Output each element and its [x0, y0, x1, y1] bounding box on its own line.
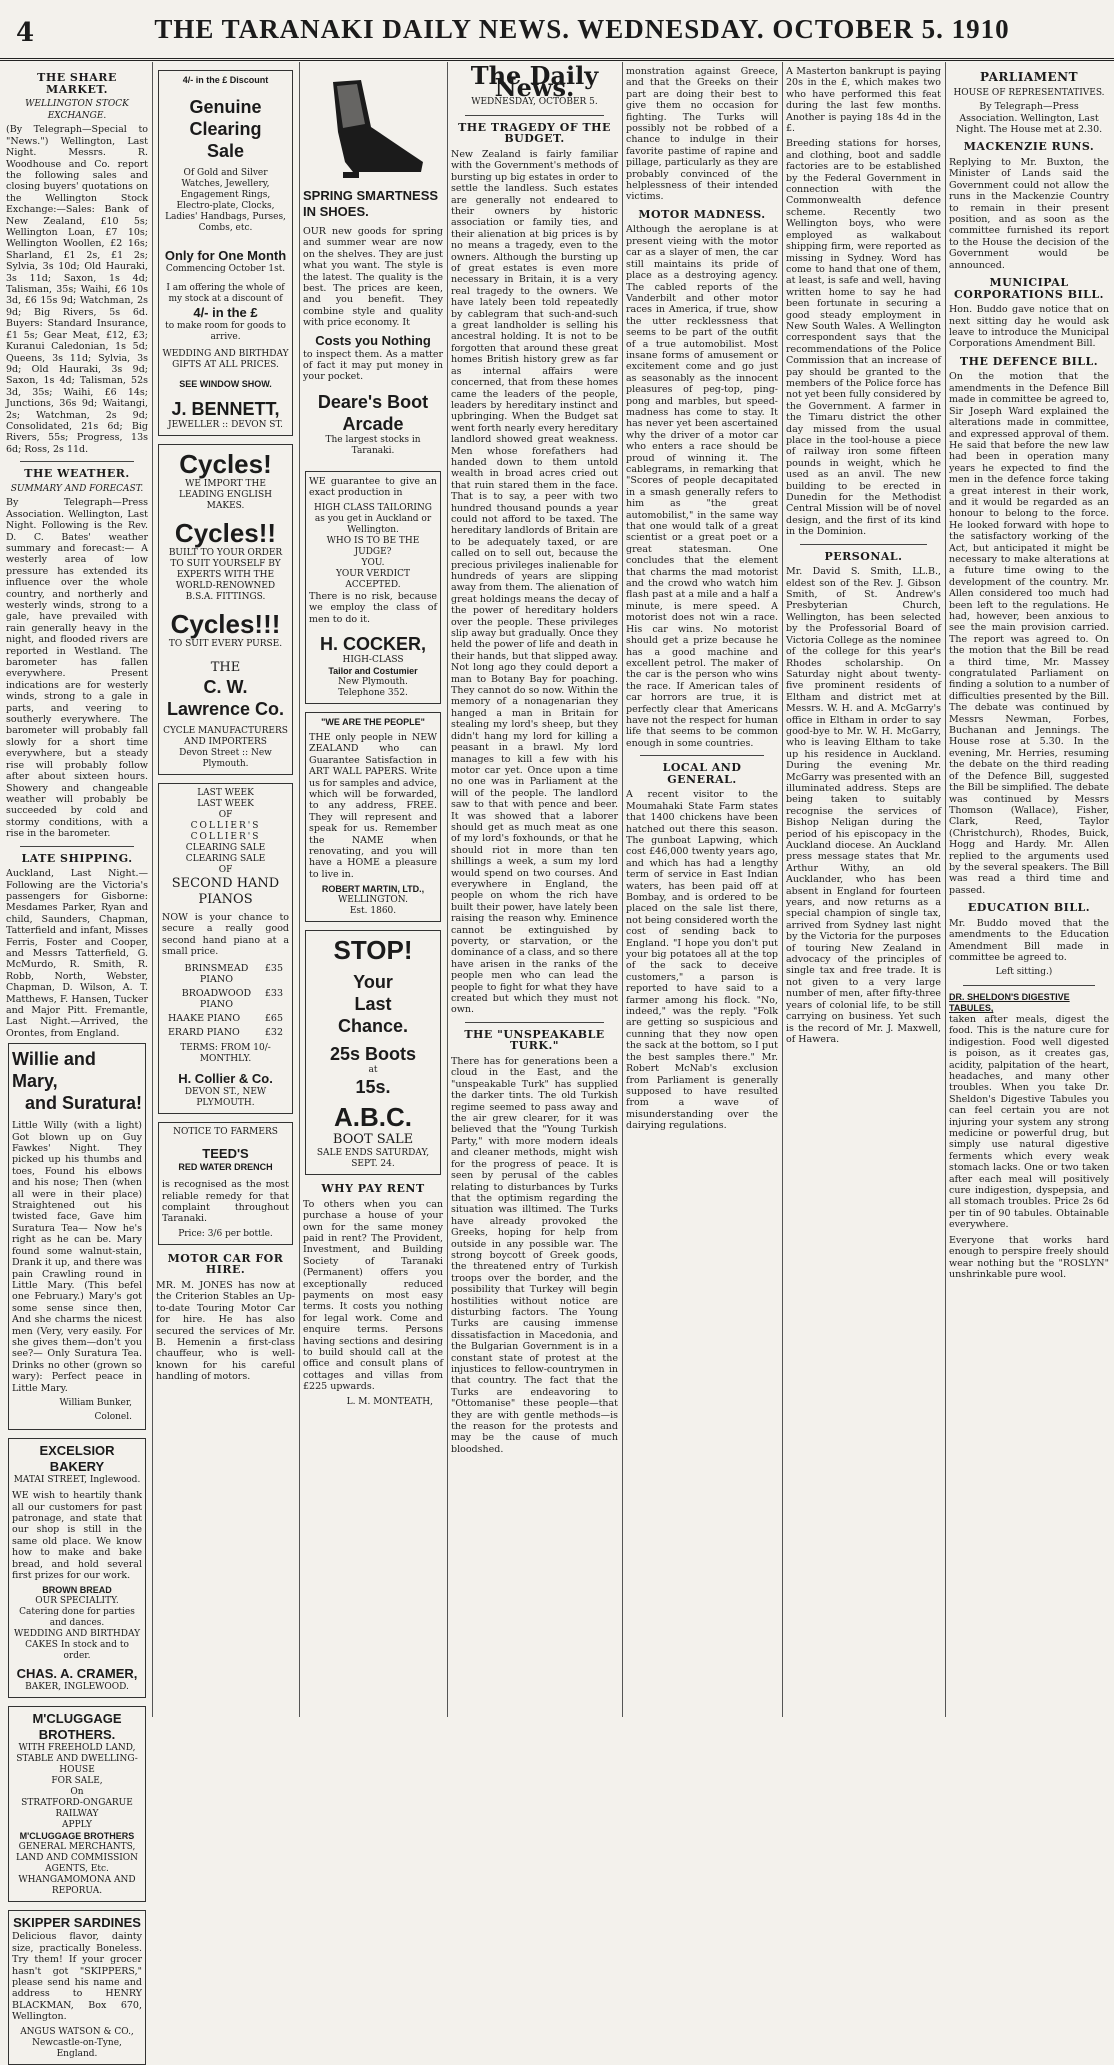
share-market-heading: THE SHARE MARKET.	[37, 71, 117, 96]
education-sitting: Left sitting.)	[995, 967, 1053, 978]
skipper-ad	[8, 1910, 146, 2064]
separator	[800, 544, 927, 545]
bennett-ad	[158, 70, 293, 436]
cycles-line8: C. W. Lawrence Co.	[166, 677, 285, 719]
mccluggage-heading-2: M'CLUGGAGE BROTHERS	[19, 1831, 135, 1842]
people-firm-2: WELLINGTON.	[338, 895, 408, 906]
education-heading: EDUCATION BILL.	[967, 901, 1091, 915]
cocker-line1: HIGH CLASS TAILORING	[313, 502, 432, 513]
nameplate: The Daily News.	[470, 61, 599, 102]
rent-body: To others when you can purchase a house of your own for the same money paid in rent? The Provident, Investment, and Building Society of Taranaki (Permanent) offers you exceptionally reduced payments on most easy terms. It costs you nothing for legal work. Come and enquire terms. Persons having sections and desiring to build should call at the office and consult plans of cottages and villas from £225 upwards.	[303, 1198, 443, 1393]
bakery-line4: WEDDING AND BIRTHDAY CAKES In stock and to order.	[13, 1629, 141, 1662]
skipper-heading: SKIPPER SARDINES	[13, 1915, 141, 1931]
abc-line1: STOP!	[333, 935, 413, 966]
cocker-line8: Tailor and Costumier	[328, 665, 418, 676]
collier-ad	[158, 783, 293, 1114]
sheldon-heading: DR. SHELDON'S DIGESTIVE TABULES,	[949, 991, 1070, 1013]
signature-title: Colonel.	[94, 1411, 132, 1422]
bakery-owner: CHAS. A. CRAMER,	[16, 1666, 138, 1682]
abc-line3: Last	[354, 994, 392, 1015]
parliament-dateline: By Telegraph—Press Association. Wellington, Last Night. The House met at 2.30.	[955, 101, 1103, 135]
piano-row	[162, 1026, 289, 1040]
colliers-line3: OF	[218, 810, 233, 820]
column-7	[949, 66, 1109, 1716]
cycles-line6: TO SUIT EVERY PURSE.	[168, 639, 283, 649]
rent-signature: L. M. MONTEATH,	[346, 1396, 433, 1407]
abc-line9: BOOT SALE	[332, 1132, 414, 1148]
column-5	[626, 66, 778, 1716]
colliers-line4: COLLIER'S	[190, 821, 261, 831]
edition-date: WEDNESDAY, OCTOBER 5.	[471, 97, 598, 108]
cocker-ad	[305, 471, 441, 704]
people-est: Est. 1860.	[349, 906, 397, 917]
abc-line6: at	[368, 1065, 378, 1076]
shoes-body: OUR new goods for spring and summer wear are now on the shelves. They are just what you want. The style is the latest. The quality is the best. The prices are keen, and you benefit. They combine style and quality with price economy. It	[303, 226, 443, 329]
cycles-line3: Cycles!!	[174, 518, 277, 548]
column-6	[786, 66, 941, 1716]
abc-line10: SALE ENDS SATURDAY, SEPT. 24.	[316, 1148, 430, 1170]
cocker-line2: as you get in Auckland or Wellington.	[314, 513, 432, 535]
cycles-line7: THE	[210, 660, 241, 675]
separator	[20, 461, 134, 462]
turks-heading: THE "UNSPEAKABLE TURK."	[464, 1027, 605, 1053]
defence-heading: THE DEFENCE BILL.	[959, 354, 1099, 368]
bakery-heading: EXCELSIOR BAKERY	[39, 1443, 115, 1475]
column-rule	[152, 62, 153, 1717]
piano-price: £35	[264, 962, 283, 974]
education-body: Mr. Buddo moved that the amendments to the Education Amendment Bill made in committee be agreed to.	[949, 917, 1109, 963]
municipal-heading: MUNICIPAL CORPORATIONS BILL.	[954, 276, 1104, 301]
mccluggage-line6: APPLY	[62, 1820, 92, 1831]
shoes-body-2: to inspect them. As a matter of fact it may put money in your pocket.	[303, 348, 443, 383]
piano-price: £65	[264, 1013, 283, 1024]
shoes-line2: IN SHOES.	[303, 204, 369, 219]
piano-price: £32	[264, 1026, 283, 1038]
colliers-line9: SECOND HAND	[171, 876, 280, 891]
piano-name: BROADWOOD PIANO	[181, 987, 252, 1011]
mccluggage-line8: WHANGAMOMONA AND REPORUA.	[18, 1875, 136, 1897]
cycles-line4: BUILT TO YOUR ORDER TO SUIT YOURSELF BY EXPERTS WITH THE WORLD-RENOWNED B.S.A. FITTINGS.	[168, 548, 283, 602]
discount-line5: Only for One Month	[164, 248, 287, 263]
column-rule	[782, 62, 783, 1717]
shoes-line5: Arcade	[342, 413, 404, 434]
mccluggage-heading: M'CLUGGAGE BROTHERS.	[32, 1711, 122, 1743]
willie-mary-ad	[8, 1043, 146, 1430]
weather-sub: SUMMARY AND FORECAST.	[10, 483, 144, 494]
bakery-line1: BROWN BREAD	[42, 1585, 112, 1596]
cocker-line4: YOU.	[361, 557, 385, 568]
discount-line6: Commencing October 1st.	[165, 264, 286, 274]
shipping-body: Auckland, Last Night.—Following are the Victoria's passengers for Gisborne: Mesdames Parker, Ryan and child, Saunders, Chapman, Tatterfield and infant, Misses Ferris, Foster and Cooper, and Messrs Tatterfield, G. McMurdo, R. Smith, R. Robb, North, Webster, Chapman, D. Wilson, A. T. Matthews, F. Hansen, Tucker and Major Pitt. Fremantle, Last Night.—Arrived, the Orontes, from England.	[6, 868, 148, 1039]
cocker-line9: New Plymouth.	[338, 676, 408, 687]
discount-line8: 4/- in the £	[193, 305, 258, 320]
colliers-line6: CLEARING SALE	[185, 843, 266, 853]
mccluggage-line3: FOR SALE,	[51, 1776, 103, 1787]
abc-line2: Your	[353, 972, 393, 993]
cycles-line1: Cycles!	[179, 449, 272, 479]
column-3	[303, 66, 443, 1716]
colliers-line8: OF	[218, 865, 233, 875]
separator	[963, 985, 1095, 986]
share-market-body: (By Telegraph—Special to "News.") Wellington, Last Night. Messrs. R. Woodhouse and Co. report the following sales and closing buyers' quotations on the Wellington Stock Exchange:—Sales: Bank of New Zealand, £10 5s; Wellington Loan, £7 10s; Wellington Woollen, £2 16s; Sharland, £1 2s, £1 2s; Sylvia, 3s 10d; Old Hauraki, 3s 11d; Saxon, 1s 4d; Talisman, 35s; Waihi, £6 10s 3d, £6 15s 9d; Watchman, 2s 9d; Big Rivers, 5s 6d. Buyers: Standard Insurance, £1 5s; Gear Meat, £12, £3; Kuranui Caledonian, 1s 5d; Queens, 3s 11d; Sylvia, 3s 9d; Old Hauraki, 3s 9d; Saxon, 1s 4d; Talisman, 52s 3d, 35s; Waihi, £6 14s; Junctions, 36s 9d; Waitangi, 2s; Watchman, 2s 9d; Consolidated, 21s 6d; Big Rivers, 55s; Progress, 13s 6d; Ross, 2s 11d.	[6, 124, 148, 455]
mccluggage-line1: WITH FREEHOLD LAND,	[18, 1743, 136, 1754]
discount-line1: 4/- in the £ Discount	[182, 75, 269, 85]
piano-row	[162, 962, 289, 987]
motor-hire-body: MR. M. JONES has now at the Criterion Stables an Up-to-date Touring Motor Car for hire. He has also secured the services of Mr. B. Hemenin a first-class chauffeur, who is well-known for his careful handling of motors.	[156, 1280, 295, 1383]
shoe-illustration-icon	[313, 72, 433, 182]
column-rule	[447, 62, 448, 1717]
cocker-line7: HIGH-CLASS	[342, 654, 404, 665]
people-heading: "WE ARE THE PEOPLE"	[321, 716, 425, 727]
local-continued-body: Breeding stations for horses, and clothing, boot and saddle factories are to be established by the Federal Government in connection with the Commonwealth defence scheme. Recently two Wellington boys, who were employed as walkabout shipping firm, were reported as missing in Sydney. Word has come to hand that one of them, at least, is safe and well, having written home to say he had been fortunate in securing a good steady employment in New South Wales. A Wellington correspondent says that the recommendations of the Police Commission that an increase of pay should be granted to the members of the Police force has not yet been fully considered by the Government. A farmer in the Timaru district the other day missed from the usual place in the tool-house a piece of railway iron some fifteen pounds in weight, which he used as an anvil. The new building to be erected in Dunedin for the Methodist Central Mission will be of novel design, and the first of its kind in the Dominion.	[786, 138, 941, 538]
discount-line3: Sale	[206, 141, 245, 161]
parliament-sub: HOUSE OF REPRESENTATIVES.	[953, 87, 1105, 98]
page-number: 4	[16, 18, 35, 48]
motor-madness-body: Although the aeroplane is at present vieing with the motor car as a slayer of men, the car still maintains its pride of place as a destroying agency. The cabled reports of the Vanderbilt and other motor races in America, if true, show the utter recklessness that seems to be part of the outfit of a true automobilist. Most insane forms of amusement or excitement come and go just as seasonably as the innocent pleasures of peg-top, ping-pong and marbles, but speed-madness has come to stay. It has never yet been ascertained why the driver of a motor car who enters a race should be proud of winning it. The cablegrams, in remarking that "Scores of people decapitated in a smash generally refers to him as "the great automobilist," in the same way that one would talk of a great scientist or a great poet or a great statesman. One concludes that the element that charms the mad motorist and the crowd who watch him flash past at a mile and a half a minute, is mere speed. A motorist does not win a race. His car wins. No motorist should get a prize because he has a good machine and excellent petrol. The maker of the car is the person who wins the race. If American tales of car horrors are true, it is perfectly clear that Americans have not the respect for human life that seems to be common enough in some countries.	[626, 224, 778, 749]
local-continued: A Masterton bankrupt is paying 20s in the £, which makes two who have performed this feat during the last few months. Another is paying 18s 4d in the £.	[786, 66, 941, 135]
abc-boot-ad	[305, 930, 441, 1175]
mccluggage-line5: STRATFORD-ONGARUE RAILWAY	[21, 1798, 133, 1820]
local-general-body: A recent visitor to the Moumahaki State Farm states that 1400 chickens have been hatched out there this season. The gunboat Lapwing, which cost £46,000 twenty years ago, and which has had a lengthy term of service in East Indian waters, has been paid off at Bombay, and is ordered to be placed on the sale list there, not being considered worth the cost of sending back to England. "I hope you don't put your big potatoes all at the top of the sack to deceive customers," a parson is reported to have said to a farmer among his flock. "No, indeed," was the reply. "Folk are getting so suspicious and cunning that they now open the sack at the bottom, so I put the best samples there." Mr. Robert McNab's exclusion from Parliament is generally supposed to have resulted from a wave of misunderstanding over the dairying regulations.	[626, 789, 778, 1132]
separator	[465, 1022, 604, 1023]
mccluggage-line4: On	[70, 1787, 84, 1798]
colliers-terms: TERMS: FROM 10/- MONTHLY.	[180, 1043, 271, 1065]
people-body: THE only people in NEW ZEALAND who can Guarantee Satisfaction in ART WALL PAPERS. Write us for samples and advice, which will be forwarded, to any address, FREE. They will represent and speak for us. Remember the NAME when renovating, and you will have a HOME a pleasure to live in.	[309, 731, 437, 880]
abc-line5: 25s Boots	[329, 1044, 417, 1065]
abc-line7: 15s.	[355, 1077, 391, 1098]
cycles-line10: Devon Street :: New Plymouth.	[179, 748, 272, 769]
discount-line11: SEE WINDOW SHOW.	[179, 379, 272, 389]
discount-line4: Of Gold and Silver Watches, Jewellery, Engagement Rings, Electro-plate, Clocks, Ladies' Handbags, Purses, Combs, etc.	[165, 168, 286, 233]
colliers-firm: H. Collier & Co.	[178, 1071, 273, 1087]
bakery-address: MATAI STREET, Inglewood.	[13, 1475, 141, 1486]
column-rule	[299, 62, 300, 1717]
piano-name: ERARD PIANO	[168, 1026, 240, 1038]
piano-price-list	[162, 962, 289, 1040]
mccluggage-ad	[8, 1706, 146, 1902]
column-rule	[945, 62, 946, 1717]
piano-row	[162, 987, 289, 1012]
column-rule	[622, 62, 623, 1717]
discount-line9: to make room for goods to arrive.	[165, 321, 286, 342]
discount-line2: Genuine Clearing	[189, 97, 262, 139]
cocker-line3: WHO IS TO BE THE JUDGE?	[326, 535, 420, 557]
masthead	[0, 0, 1114, 61]
colliers-line2: LAST WEEK	[197, 799, 254, 809]
teeds-body: is recognised as the most reliable remedy for that complaint throughout Taranaki.	[162, 1179, 289, 1225]
budget-heading: THE TRAGEDY OF THE BUDGET.	[458, 120, 611, 146]
cocker-body: WE guarantee to give an exact production in	[309, 475, 437, 499]
colliers-address: DEVON ST., NEW PLYMOUTH.	[184, 1087, 267, 1109]
mccluggage-line7: GENERAL MERCHANTS, LAND AND COMMISSION AGENTS, Etc.	[15, 1842, 139, 1875]
colliers-body: NOW is your chance to secure a really good second hand piano at a small price.	[162, 912, 289, 958]
willie-mary-poem: Little Willy (with a light) Got blown up on Guy Fawkes' Night. They picked up his thumbs and toes, Found his elbows and his nose; Then (when all were in their place) Straightened out his twisted face, Gave him Suratura Tea— Now he's right as he can be. Mary found some walnut-stain, Drank it up, and there was pain Crawling round in Little Mary. (This befel one February.) Mary's got some sense since then, And she charms the nicest men (Very, very easily. For she gives them—don't you see?— Only Suratura Tea. Drinks no other (grown so wary): Perfect peace in Little Mary.	[12, 1120, 142, 1394]
newspaper-title: THE TARANAKI DAILY NEWS. WEDNESDAY. OCTOBER 5. 1910	[154, 14, 1010, 44]
willie-mary-title: Willie and Mary,	[12, 1049, 96, 1092]
cocker-line10: Telephone 352.	[338, 687, 408, 698]
weather-heading: THE WEATHER.	[24, 467, 130, 481]
skipper-body: Delicious flavor, dainty size, practically Boneless. Try them! If your grocer hasn't got "SKIPPERS," please send his name and address to HENRY BLACKMAN, Box 670, Wellington.	[12, 1931, 142, 2023]
cycles-line5: Cycles!!!	[170, 609, 281, 639]
abc-line4: Chance.	[337, 1016, 409, 1037]
teeds-line1: NOTICE TO FARMERS	[173, 1127, 278, 1138]
teeds-ad	[158, 1122, 293, 1245]
motor-madness-heading: MOTOR MADNESS.	[638, 207, 766, 221]
people-firm: ROBERT MARTIN, LTD.,	[321, 884, 425, 895]
cocker-line5: YOUR VERDICT ACCEPTED.	[335, 568, 411, 590]
column-2	[156, 66, 295, 1716]
piano-name: HAAKE PIANO	[168, 1013, 241, 1024]
share-market-sub: WELLINGTON STOCK EXCHANGE.	[25, 99, 129, 121]
shoes-line3: Costs you Nothing	[315, 332, 431, 348]
colliers-line7: CLEARING SALE	[185, 854, 266, 864]
piano-price: £33	[264, 987, 283, 999]
rent-heading: WHY PAY RENT	[321, 1182, 425, 1196]
cycles-line9: CYCLE MANUFACTURERS AND IMPORTERS	[163, 726, 288, 747]
skipper-footer: ANGUS WATSON & CO., Newcastle-on-Tyne, England.	[20, 2026, 134, 2059]
discount-line12: J. BENNETT,	[171, 399, 280, 419]
mackenzie-heading: MACKENZIE RUNS.	[963, 140, 1095, 154]
column-1	[6, 66, 148, 2059]
personal-body: Mr. David S. Smith, LL.B., eldest son of the Rev. J. Gibson Smith, of St. Andrew's Presbyterian Church, Wellington, has been selected by the Professorial Board of Victoria College as the nominee of the college for this year's Rhodes scholarship. On Saturday night about twenty-five prominent residents of Eltham and district met at Messrs. W. H. and A. McGarry's office in Eltham in order to say good-bye to Mr. W. H. McGarry, who is leaving Eltham to take up his residence in Auckland. During the evening Mr. McGarry was presented with an illuminated address. Steps are being taken to suitably recognise the services of Bishop Neligan during the period of his episcopacy in the Auckland diocese. An Auckland press message states that Mr. Arthur Withy, an old Aucklander, who has been absent in England for fourteen years, and now returns as a special champion of single tax, arrived from Sydney last night by the Victoria for the purposes of touring New Zealand in advocacy of the principles of single tax and free trade. It is not given to a very large number of men, after fifty-three years of colonial life, to be still carrying on business. Yet such is the record of Mr. J. Maxwell, of Hawera.	[786, 566, 941, 1045]
bakery-line3: Catering done for parties and dances.	[19, 1607, 135, 1629]
colliers-line10: PIANOS	[198, 892, 253, 907]
shoes-line4: Deare's Boot	[317, 391, 429, 412]
cocker-line6: H. COCKER,	[319, 633, 426, 654]
budget-body: New Zealand is fairly familiar with the Government's methods of bursting up big estates in order to settle the landless. Such estates are generally not endeared to their owners by historic association or family ties, and their alienation at big prices is by no means a tragedy, even to the owners. Although the bursting up of great estates is even more necessary in Britain, it is a very real tragedy to the owners. We have lately been told repeatedly by cablegram that such-and-such a great landholder is selling his ancestral holding. It is not to be forgotten that around these great homes British history grew as far as internal affairs were concerned, that from these homes came the leaders of the people, leaders by hereditary instinct and upbringing. When the Budget sat went forth nearly every hereditary landlord showed great weakness. Men whose forefathers had handed down to them untold wealth in broad acres cried out that ruin stared them in the face. That is to say, a peer with two hundred thousand pounds a year could not afford to be taxed. The hereditary landlords of Britain are to be adequately taxed, or are called on to sell out, because the precious privileges inalienable for hundreds of years are slipping away from them. The alienation of great holdings means the decay of the power of hereditary holders over the people. These privileges slip away but gradually. Once they held the power of life and death in their hands, but that slipped away. Not long ago they could deport a man to Botany Bay for poaching. They cannot do so now. Within the memory of a nonagenarian they hanged a man in Britain for stealing my lord's sheep, but they didn't hang my lord for killing a peasant in a brawl. My lord manages to kill a few with his motor car yet. Once upon a time no one was in Parliament at the will of the people. The landlord saw to that with pence and beer. It was showed that a laborer should get as much meat as one of my lord's foxhounds, or that he should riot in more than ten shillings a week, a sum my lord would spend on two courses. And everywhere in England, the people on whom the rich have built their power, have lately been raising the reason why. Eminence cannot be extinguished by poverty, or starvation, or the dominance of a class, and so there have arisen in the ranks of the people men who can lead the people to fight for what they have created but which they must not own.	[451, 148, 618, 1016]
signature-name: William Bunker,	[59, 1397, 132, 1408]
weather-body: By Telegraph—Press Association. Wellington, Last Night. Following is the Rev. D. C. Bates' weather summary and forecast:— A westerly area of low pressure has extended its influence over the whole country, and northerly and westerly winds, strong to a gale, have prevailed with rain generally heavy in the night, and flooded rivers are reported in Westland. The barometer has fallen everywhere. Present indications are for westerly winds, strong to a gale in parts, and veering to southerly everywhere. The barometer will probably fall slowly for a short time everywhere, but a steady rise will probably follow after about sixteen hours. Showery and changeable weather will probably be succeeded by cold and stormy conditions, with a rise in the barometer.	[6, 497, 148, 840]
column-4	[451, 61, 618, 1716]
shoes-line1: SPRING SMARTNESS	[303, 188, 439, 203]
teeds-line2: TEED'S	[202, 1146, 249, 1162]
teeds-line3: RED WATER DRENCH	[178, 1162, 273, 1173]
shipping-heading: LATE SHIPPING.	[21, 851, 133, 865]
cycles-line2: WE IMPORT THE LEADING ENGLISH MAKES.	[179, 479, 272, 511]
abc-line8: A.B.C.	[334, 1102, 412, 1133]
personal-heading: PERSONAL.	[824, 549, 903, 563]
teeds-price: Price: 3/6 per bottle.	[178, 1228, 273, 1239]
turks-continued: monstration against Greece, and that the Greeks on their part are doing their best to give them no occasion for fighting. The Turks will possibly not be robbed of a chance to indulge in their favorite pastime of rapine and pillage, particularly as they are probably convinced of the helplessness of their intended victims.	[626, 66, 778, 203]
separator	[640, 755, 764, 756]
discount-line13: JEWELLER :: DEVON ST.	[167, 420, 284, 430]
cocker-body-2: There is no risk, because we employ the class of men to do it.	[309, 590, 437, 625]
separator	[465, 115, 604, 116]
bakery-body: WE wish to heartily thank all our customers for past patronage, and state that our shop is still in the same old place. We know how to make and bake bread, and hold several first prizes for our work.	[12, 1490, 142, 1581]
discount-line7: I am offering the whole of my stock at a discount of	[166, 283, 285, 304]
turks-body: There has for generations been a cloud in the East, and the "unspeakable Turk" has supplied the darker tints. The old Turkish regime seemed to pass away and the air grew clearer, for it was believed that the "Young Turkish Party," with more modern ideals and cleaner methods, might wish for the progress of peace. It is seen by perusal of the cables relating to disturbances by Turks that the optimism regarding the situation was illtimed. The Turks have already provoked the Greeks, hoping for help from outside in any possible war. The strong boycott of Greek goods, the threatened entry of Turkish troops over the border, and the possibility that Turkey will begin hostilities without notice are disturbing factors. The Young Turks are causing immense dissatisfaction in Macedonia, and the Bulgarian Government is in a constant state of protest at the injustices to fellow-countrymen in that country. The fact that the Turks are endeavoring to "Ottomanise" these people—that they are with gentle methods—is the reason for the protests and may be the cause of much bloodshed.	[451, 1056, 618, 1455]
colliers-line1: LAST WEEK	[197, 788, 254, 798]
robert-martin-ad	[305, 712, 441, 922]
motor-hire-heading: MOTOR CAR FOR HIRE.	[167, 1251, 284, 1277]
sheldon-body: taken after meals, digest the food. This is the nature cure for indigestion. Food well digested is poison, as it creates gas, acidity, palpitation of the heart, headaches, and many other troubles. When you take Dr. Sheldon's Digestive Tabules you can feel certain you are not injuring your system any strong medicine or powerful drug, but simply use natural digestive ferments which every weak stomach lacks. One or two taken after each meal will positively cure indigestion, dyspepsia, and all stomach troubles. Price 2s 6d per tin of 90 tabules. Obtainable everywhere.	[949, 1013, 1109, 1231]
mackenzie-body: Replying to Mr. Buxton, the Minister of Lands said the Government could not allow the runs in the Mackenzie Country to remain in their present position, and as soon as the committee furnished its report to the House the decision of the Government would be announced.	[949, 157, 1109, 271]
suratura-title: and Suratura!	[24, 1093, 142, 1114]
separator	[20, 846, 134, 847]
defence-body: On the motion that the amendments in the Defence Bill made in committee be agreed to, Sir Joseph Ward explained the alterations made in committee, and expressed approval of them. He said that before the new law had been in operation many years he expected to find the men in the defence force taking a great interest in their work, and it would be regarded as an honour to belong to the force. He looked forward with hope to the satisfactory working of the Act, but anticipated it might be necessary to make alterations at a future time owing to the development of the country. Mr. Allen considered too much had been left to the regulations. He had, however, been anxious to see the main provision carried. The report was agreed to. On the motion that the Bill be read a third time, Mr. Massey congratulated Parliament on finding a solution to a number of difficulties presented by the Bill. The debate was continued by Messrs Newman, Forbes, Buchanan and Jennings. The House rose at 5.30. In the evening, Mr. Herries, resuming the debate on the third reading of the Defence Bill, suggested the Bill be simplified. The debate was continued by Messrs Thomson (Wallace), Fisher, Clark, Reed, Taylor (Christchurch), Rhodes, Buick, Hogg and Hardy. Mr. Allen replied to the arguments used by the several speakers. The Bill was read a third time and passed.	[949, 371, 1109, 896]
lawrence-ad	[158, 444, 293, 775]
municipal-body: Hon. Buddo gave notice that on next sitting day he would ask leave to introduce the Municipal Corporations Amendment Bill.	[949, 304, 1109, 350]
local-general-heading: LOCAL AND GENERAL.	[662, 761, 742, 786]
mccluggage-line2: STABLE AND DWELLING-HOUSE	[16, 1754, 138, 1776]
colliers-line5: COLLIER'S	[190, 832, 261, 842]
bakery-owner-sub: BAKER, INGLEWOOD.	[25, 1682, 129, 1693]
roslyn-ad: Everyone that works hard enough to perspire freely should wear nothing but the "ROSLYN" unshrinkable pure wool.	[949, 1234, 1109, 1280]
parliament-heading: PARLIAMENT	[979, 70, 1079, 84]
shoes-line6: The largest stocks in Taranaki.	[325, 434, 421, 456]
bakery-ad	[8, 1438, 146, 1698]
bakery-line2: OUR SPECIALITY.	[35, 1596, 119, 1607]
piano-row	[162, 1012, 289, 1026]
piano-name: BRINSMEAD PIANO	[184, 962, 249, 986]
discount-line10: WEDDING AND BIRTHDAY GIFTS AT ALL PRICES.	[162, 349, 289, 370]
